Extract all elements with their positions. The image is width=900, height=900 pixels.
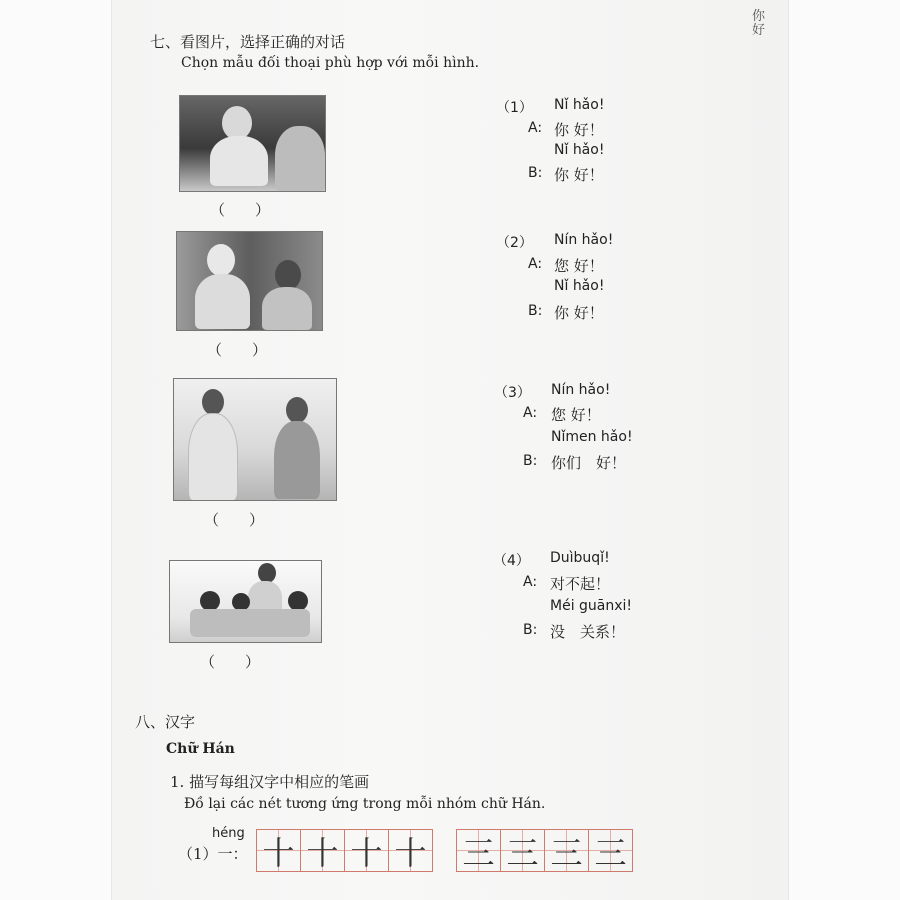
photo-classroom [169,560,322,643]
speaker-b: B: [528,303,543,319]
item1-subtitle: Đồ lại các nét tương ứng trong mỗi nhóm chữ Hán. [184,796,546,812]
dialogue-number: （1） [496,100,533,116]
dialogue-number: （3） [494,385,531,401]
speaker-b: B: [528,165,543,181]
hanzi-line: 你们 好！ [551,454,627,472]
answer-blank-3[interactable]: （ ） [204,511,265,529]
photo-girl-greeting [179,95,326,192]
hanzi-line: 您 好！ [554,257,604,275]
pinyin-line: Nín hǎo! [554,232,614,248]
tracing-cell[interactable]: 三 [589,830,632,871]
section8-title: 八、汉字 [135,713,196,731]
tracing-cell[interactable]: 十 [257,830,301,871]
section7-title: 七、看图片，选择正确的对话 [150,33,346,51]
tracing-grid-2 [456,829,633,872]
answer-blank-4[interactable]: （ ） [200,653,261,671]
dialogue-number: （2） [496,235,533,251]
answer-blank-2[interactable]: （ ） [207,341,268,359]
speaker-b: B: [523,622,538,638]
photo-handshake [173,378,337,501]
dialogue-number: （4） [493,553,530,569]
speaker-a: A: [528,256,543,272]
hanzi-line: 对不起！ [550,575,611,593]
speaker-a: A: [528,120,543,136]
item1-title: 1. 描写每组汉字中相应的笔画 [170,773,370,791]
hanzi-line: 你 好！ [554,121,604,139]
hanzi-line: 你 好！ [554,304,604,322]
tracing-cell[interactable]: 三 [545,830,589,871]
photo-elder-greeting [176,231,323,331]
tracing-cell[interactable]: 十 [389,830,432,871]
stroke-label: （1）一： [178,845,248,863]
speaker-a: A: [523,574,538,590]
section8-subtitle: Chữ Hán [166,741,235,757]
pinyin-line: Nǐ hǎo! [554,97,605,113]
speaker-a: A: [523,405,538,421]
tracing-grid-1 [256,829,433,872]
hanzi-line: 您 好！ [551,406,601,424]
pinyin-line: Nǐmen hǎo! [551,429,633,445]
hanzi-line: 你 好！ [554,166,604,184]
pinyin-line: Méi guānxi! [550,598,633,614]
tracing-cell[interactable]: 十 [301,830,345,871]
section7-subtitle: Chọn mẫu đối thoại phù hợp với mỗi hình. [181,55,480,71]
speaker-b: B: [523,453,538,469]
tracing-cell[interactable]: 十 [345,830,389,871]
answer-blank-1[interactable]: （ ） [210,201,271,219]
pinyin-line: Nín hǎo! [551,382,611,398]
hanzi-line: 没 关系！ [550,623,626,641]
pinyin-line: Duìbuqǐ! [550,550,610,566]
stroke-pinyin: héng [212,826,245,841]
tracing-cell[interactable]: 三 [501,830,545,871]
tracing-cell[interactable]: 三 [457,830,501,871]
pinyin-line: Nǐ hǎo! [554,278,605,294]
corner-text: 你好 [752,9,766,38]
pinyin-line: Nǐ hǎo! [554,142,605,158]
